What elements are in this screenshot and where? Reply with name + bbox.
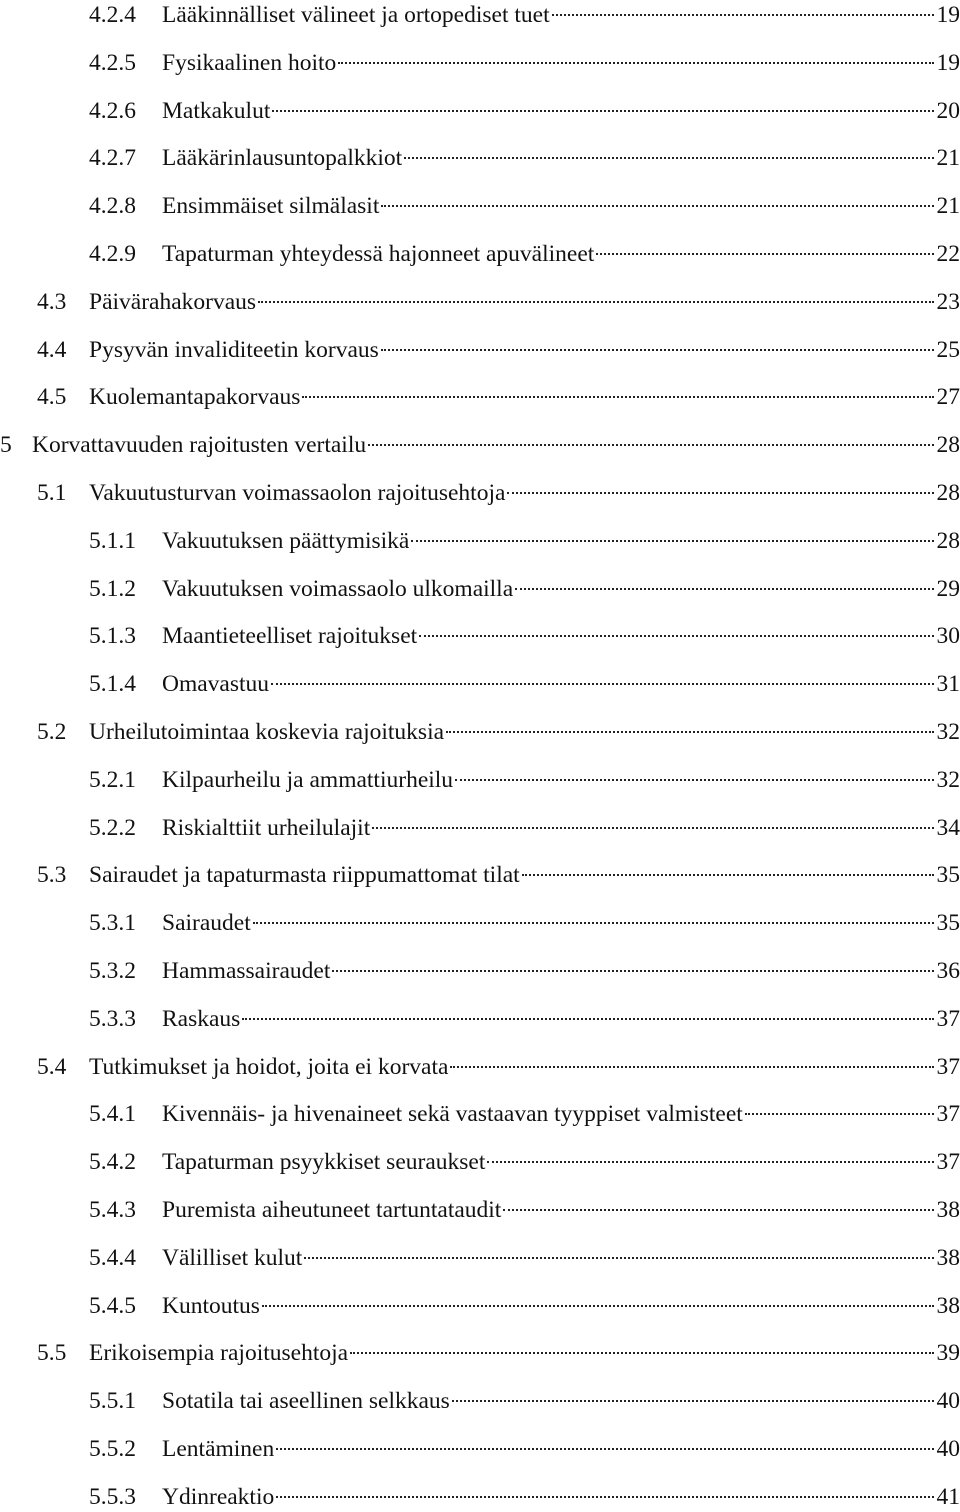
toc-entry-page-number: 35 bbox=[937, 860, 960, 890]
toc-entry-title: Hammassairaudet bbox=[162, 956, 330, 986]
dot-leader bbox=[262, 1305, 934, 1307]
toc-entry-page-number: 32 bbox=[937, 765, 960, 795]
dot-leader bbox=[304, 1257, 933, 1259]
toc-entry-number: 5.1.3 bbox=[89, 621, 162, 651]
toc-entry-number: 5.3.1 bbox=[89, 908, 162, 938]
toc-entry-page-number: 34 bbox=[937, 813, 960, 843]
toc-entry-page-number: 22 bbox=[937, 239, 960, 269]
toc-entry-page-number: 39 bbox=[937, 1338, 960, 1368]
toc-entry-number: 4.2.4 bbox=[89, 0, 162, 30]
dot-leader bbox=[332, 970, 933, 972]
dot-leader bbox=[515, 588, 933, 590]
toc-entry-number: 5.5.1 bbox=[89, 1386, 162, 1416]
dot-leader bbox=[745, 1113, 934, 1115]
toc-entry[interactable] bbox=[89, 0, 960, 30]
dot-leader bbox=[552, 14, 934, 16]
dot-leader bbox=[253, 922, 934, 924]
toc-entry-title: Erikoisempia rajoitusehtoja bbox=[89, 1338, 348, 1368]
toc-entry-number: 5.4.5 bbox=[89, 1291, 162, 1321]
toc-entry-title: Päivärahakorvaus bbox=[89, 287, 256, 317]
toc-entry-title: Vakuutuksen päättymisikä bbox=[162, 526, 409, 556]
dot-leader bbox=[242, 1018, 933, 1020]
toc-entry[interactable] bbox=[89, 813, 960, 843]
toc-entry-title: Välilliset kulut bbox=[162, 1243, 302, 1273]
toc-entry-title: Matkakulut bbox=[162, 96, 270, 126]
dot-leader bbox=[404, 157, 933, 159]
toc-entry-title: Kuolemantapakorvaus bbox=[89, 382, 300, 412]
toc-entry-page-number: 38 bbox=[937, 1243, 960, 1273]
dot-leader bbox=[522, 874, 934, 876]
toc-entry-title: Lentäminen bbox=[162, 1434, 274, 1464]
toc-entry-number: 5.3 bbox=[37, 860, 89, 890]
toc-entry-title: Sotatila tai aseellinen selkkaus bbox=[162, 1386, 450, 1416]
toc-entry-title: Lääkinnälliset välineet ja ortopediset tuet bbox=[162, 0, 550, 30]
toc-entry-page-number: 41 bbox=[937, 1482, 960, 1512]
toc-entry-page-number: 29 bbox=[937, 574, 960, 604]
toc-entry-page-number: 38 bbox=[937, 1195, 960, 1225]
toc-entry[interactable] bbox=[89, 526, 960, 556]
toc-entry[interactable] bbox=[89, 1004, 960, 1034]
toc-entry-title: Pysyvän invaliditeetin korvaus bbox=[89, 335, 379, 365]
toc-entry[interactable] bbox=[89, 96, 960, 126]
toc-entry-page-number: 37 bbox=[937, 1052, 960, 1082]
toc-entry[interactable] bbox=[89, 908, 960, 938]
toc-entry[interactable] bbox=[89, 239, 960, 269]
toc-entry[interactable] bbox=[37, 860, 960, 890]
dot-leader bbox=[596, 253, 933, 255]
toc-entry-page-number: 28 bbox=[937, 430, 960, 460]
toc-entry-page-number: 27 bbox=[937, 382, 960, 412]
dot-leader bbox=[276, 1448, 933, 1450]
toc-entry-title: Tapaturman psyykkiset seuraukset bbox=[162, 1147, 485, 1177]
dot-leader bbox=[381, 205, 933, 207]
toc-entry[interactable] bbox=[89, 1386, 960, 1416]
toc-entry-title: Sairaudet bbox=[162, 908, 251, 938]
toc-entry-page-number: 37 bbox=[937, 1099, 960, 1129]
toc-entry-number: 5.3.3 bbox=[89, 1004, 162, 1034]
toc-entry[interactable] bbox=[37, 1052, 960, 1082]
toc-entry[interactable] bbox=[0, 430, 960, 460]
toc-entry-number: 4.2.8 bbox=[89, 191, 162, 221]
dot-leader bbox=[350, 1352, 933, 1354]
toc-entry-page-number: 20 bbox=[937, 96, 960, 126]
toc-entry-title: Vakuutuksen voimassaolo ulkomailla bbox=[162, 574, 513, 604]
toc-entry-number: 5.5.3 bbox=[89, 1482, 162, 1512]
dot-leader bbox=[446, 731, 933, 733]
toc-entry-page-number: 19 bbox=[937, 0, 960, 30]
toc-entry-page-number: 30 bbox=[937, 621, 960, 651]
toc-entry-number: 5.3.2 bbox=[89, 956, 162, 986]
dot-leader bbox=[452, 1400, 934, 1402]
toc-entry[interactable] bbox=[37, 287, 960, 317]
toc-entry-title: Vakuutusturvan voimassaolon rajoitusehtoja bbox=[89, 478, 505, 508]
dot-leader bbox=[302, 396, 933, 398]
dot-leader bbox=[272, 110, 933, 112]
toc-entry-title: Tapaturman yhteydessä hajonneet apuvälineet bbox=[162, 239, 594, 269]
toc-entry[interactable] bbox=[89, 1291, 960, 1321]
toc-entry-number: 5.5.2 bbox=[89, 1434, 162, 1464]
toc-entry-page-number: 40 bbox=[937, 1434, 960, 1464]
toc-entry[interactable] bbox=[89, 1482, 960, 1512]
toc-entry-page-number: 23 bbox=[937, 287, 960, 317]
toc-entry[interactable] bbox=[89, 1434, 960, 1464]
toc-entry-title: Kilpaurheilu ja ammattiurheilu bbox=[162, 765, 453, 795]
toc-entry-title: Riskialttiit urheilulajit bbox=[162, 813, 370, 843]
dot-leader bbox=[338, 62, 933, 64]
toc-entry-number: 5.4.1 bbox=[89, 1099, 162, 1129]
toc-entry-page-number: 32 bbox=[937, 717, 960, 747]
toc-entry-number: 5.4.4 bbox=[89, 1243, 162, 1273]
toc-entry-title: Kuntoutus bbox=[162, 1291, 260, 1321]
toc-entry[interactable] bbox=[37, 717, 960, 747]
dot-leader bbox=[450, 1066, 933, 1068]
toc-entry-title: Kivennäis- ja hivenaineet sekä vastaavan tyyppiset valmisteet bbox=[162, 1099, 743, 1129]
toc-entry-page-number: 21 bbox=[937, 143, 960, 173]
toc-entry-title: Korvattavuuden rajoitusten vertailu bbox=[32, 430, 366, 460]
toc-entry-number: 4.3 bbox=[37, 287, 89, 317]
toc-entry[interactable] bbox=[37, 382, 960, 412]
toc-entry-number: 4.5 bbox=[37, 382, 89, 412]
dot-leader bbox=[368, 444, 933, 446]
toc-entry-page-number: 37 bbox=[937, 1147, 960, 1177]
toc-entry-number: 4.2.7 bbox=[89, 143, 162, 173]
toc-entry-title: Puremista aiheutuneet tartuntataudit bbox=[162, 1195, 501, 1225]
toc-entry-number: 5.4 bbox=[37, 1052, 89, 1082]
toc-entry-page-number: 36 bbox=[937, 956, 960, 986]
toc-entry-page-number: 19 bbox=[937, 48, 960, 78]
toc-entry[interactable] bbox=[37, 478, 960, 508]
toc-entry-number: 5.2.2 bbox=[89, 813, 162, 843]
toc-entry[interactable] bbox=[89, 48, 960, 78]
toc-entry[interactable] bbox=[89, 956, 960, 986]
dot-leader bbox=[271, 683, 933, 685]
toc-entry-number: 5.4.3 bbox=[89, 1195, 162, 1225]
toc-entry-number: 4.4 bbox=[37, 335, 89, 365]
toc-entry[interactable] bbox=[37, 335, 960, 365]
toc-entry-title: Ensimmäiset silmälasit bbox=[162, 191, 379, 221]
toc-entry-page-number: 21 bbox=[937, 191, 960, 221]
dot-leader bbox=[411, 540, 933, 542]
toc-entry[interactable] bbox=[89, 574, 960, 604]
toc-entry-title: Ydinreaktio bbox=[162, 1482, 274, 1512]
toc-entry[interactable] bbox=[89, 1243, 960, 1273]
toc-entry-title: Lääkärinlausuntopalkkiot bbox=[162, 143, 402, 173]
toc-entry-title: Omavastuu bbox=[162, 669, 269, 699]
toc-entry-number: 5.1.2 bbox=[89, 574, 162, 604]
toc-entry[interactable] bbox=[89, 191, 960, 221]
toc-entry[interactable] bbox=[89, 621, 960, 651]
toc-entry-page-number: 35 bbox=[937, 908, 960, 938]
toc-entry-page-number: 40 bbox=[937, 1386, 960, 1416]
dot-leader bbox=[372, 827, 933, 829]
toc-entry[interactable] bbox=[89, 669, 960, 699]
toc-entry-title: Maantieteelliset rajoitukset bbox=[162, 621, 417, 651]
toc-entry-number: 5.1 bbox=[37, 478, 89, 508]
toc-entry[interactable] bbox=[89, 1099, 960, 1129]
toc-entry-number: 5.2.1 bbox=[89, 765, 162, 795]
dot-leader bbox=[455, 779, 933, 781]
toc-entry-page-number: 37 bbox=[937, 1004, 960, 1034]
toc-entry-number: 5.1.1 bbox=[89, 526, 162, 556]
toc-entry-title: Urheilutoimintaa koskevia rajoituksia bbox=[89, 717, 444, 747]
dot-leader bbox=[487, 1161, 933, 1163]
toc-entry[interactable] bbox=[89, 143, 960, 173]
toc-entry-number: 5.5 bbox=[37, 1338, 89, 1368]
dot-leader bbox=[258, 301, 933, 303]
dot-leader bbox=[507, 492, 933, 494]
toc-entry[interactable] bbox=[89, 765, 960, 795]
dot-leader bbox=[276, 1496, 933, 1498]
toc-entry-page-number: 28 bbox=[937, 526, 960, 556]
toc-entry-number: 5 bbox=[0, 430, 32, 460]
toc-entry-page-number: 28 bbox=[937, 478, 960, 508]
toc-entry-title: Sairaudet ja tapaturmasta riippumattomat tilat bbox=[89, 860, 520, 890]
toc-entry-page-number: 25 bbox=[937, 335, 960, 365]
toc-entry-number: 4.2.5 bbox=[89, 48, 162, 78]
dot-leader bbox=[381, 349, 934, 351]
toc-entry[interactable] bbox=[89, 1147, 960, 1177]
dot-leader bbox=[419, 635, 933, 637]
toc-entry-title: Tutkimukset ja hoidot, joita ei korvata bbox=[89, 1052, 448, 1082]
toc-entry-page-number: 31 bbox=[937, 669, 960, 699]
toc-entry[interactable] bbox=[89, 1195, 960, 1225]
dot-leader bbox=[503, 1209, 933, 1211]
toc-entry-number: 4.2.9 bbox=[89, 239, 162, 269]
toc-entry-page-number: 38 bbox=[937, 1291, 960, 1321]
toc-entry-number: 5.2 bbox=[37, 717, 89, 747]
toc-entry-number: 5.1.4 bbox=[89, 669, 162, 699]
toc-entry-number: 4.2.6 bbox=[89, 96, 162, 126]
toc-entry-title: Fysikaalinen hoito bbox=[162, 48, 336, 78]
toc-entry-title: Raskaus bbox=[162, 1004, 240, 1034]
toc-entry[interactable] bbox=[37, 1338, 960, 1368]
toc-entry-number: 5.4.2 bbox=[89, 1147, 162, 1177]
